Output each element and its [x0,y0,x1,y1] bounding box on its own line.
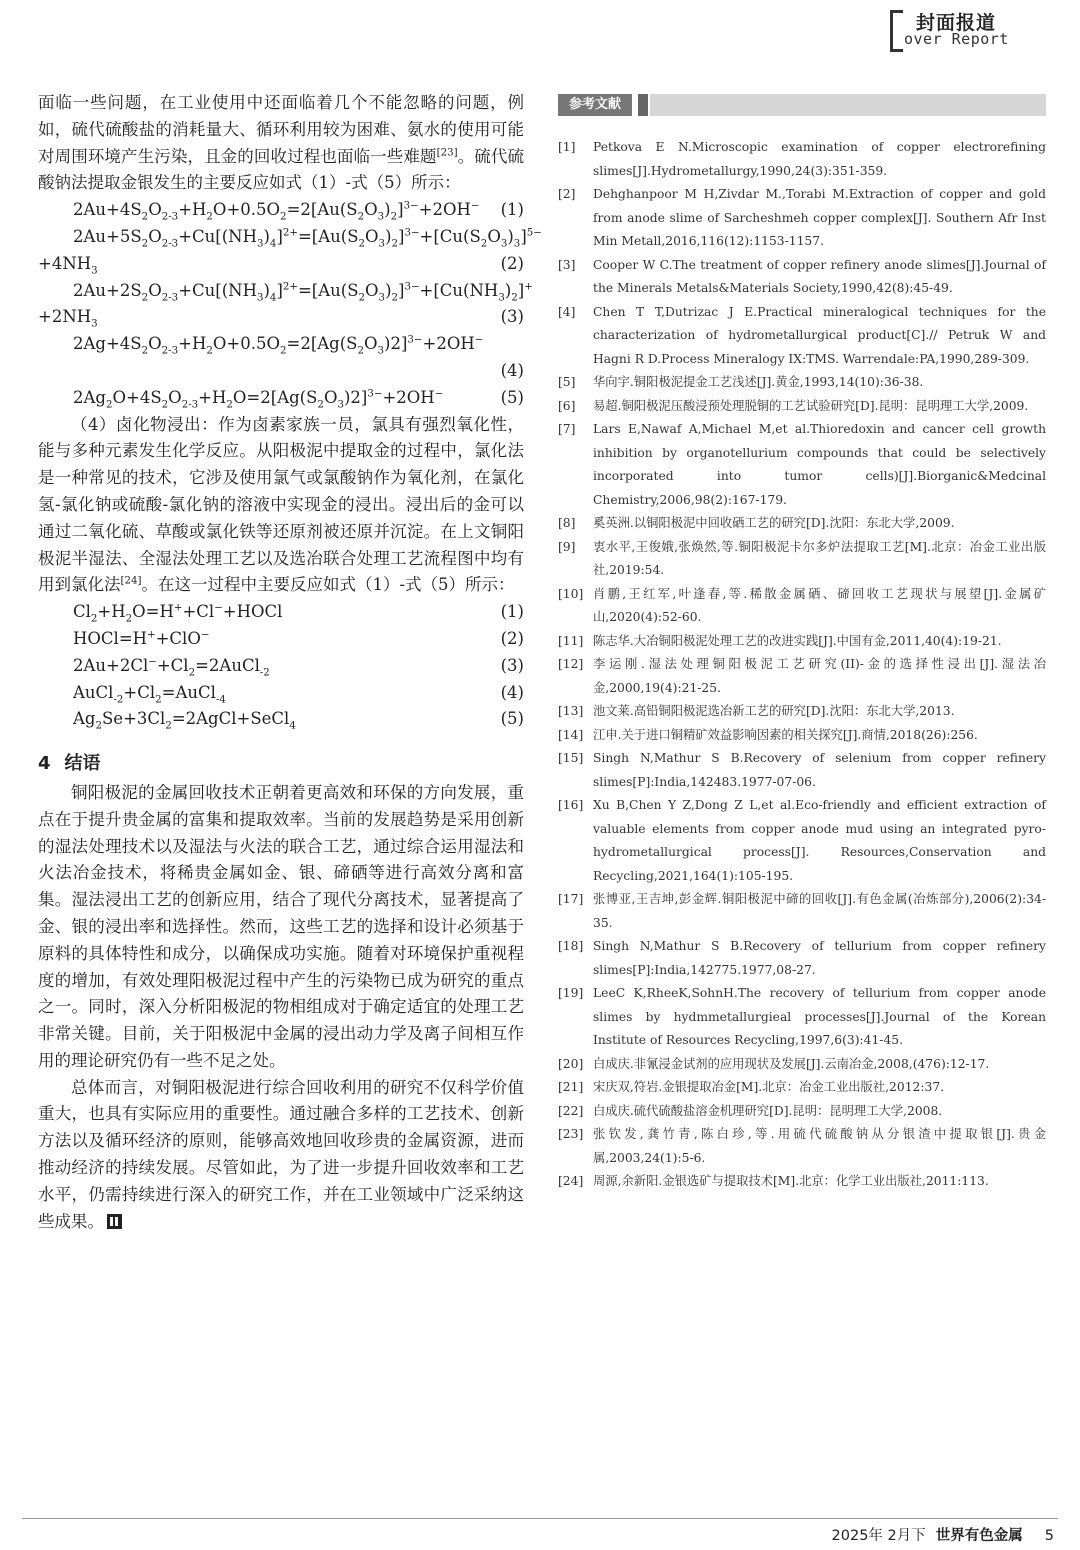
reference-text: 张钦发,龚竹青,陈白珍,等.用硫代硫酸钠从分银渣中提取银[J].贵金属,2003,24(1):5-6. [593,1127,1046,1165]
reference-number: [2] [558,187,576,201]
equation-number: (3) [500,655,524,675]
reference-text: 白成庆.非氰浸金试剂的应用现状及发展[J].云南冶金,2008,(476):12-17. [593,1056,990,1071]
reference-item [558,700,1046,724]
reference-text: Dehghanpoor M H,Zivdar M.,Torabi M.Extraction of copper and gold from anode slime of Sarcheshmeh copper complex[J]. Southern Afr Inst Min Metall,2016,116(12):1153-1157. [593,187,1046,248]
citation: [24] [120,575,142,587]
cover-report-logo [890,8,1046,50]
reference-item [558,183,1046,254]
equation-number: (4) [500,360,524,380]
equation-number: (2) [500,628,524,648]
reference-item [558,724,1046,748]
reference-number: [24] [558,1174,584,1188]
equation: $Cl_2+H_2O=H^++Cl^-+HOCl$ (1) [38,599,524,626]
reference-number: [11] [558,633,584,648]
reference-item [558,794,1046,888]
issue-date: 2025年 2月下 [831,1528,926,1544]
reference-text: 周源,余新阳.金银选矿与提取技术[M].北京：化学工业出版社,2011:113. [593,1174,989,1188]
reference-text: 华向宇.铜阳极泥提金工艺浅述[J].黄金,1993,14(10):36-38. [593,375,924,389]
paragraph-conclusion-1: 铜阳极泥的金属回收技术正朝着更高效和环保的方向发展，重点在于提升贵金属的富集和提取效率。当前的发展趋势是采用创新的湿法处理技术以及湿法与火法的联合工艺，通过综合运用湿法和火法冶金技术，将稀贵金属如金、银、碲硒等进行高效分离和富集。湿法浸出工艺的创新应用，结合了现代分离技术，显著提高了金、银的浸出率和选择性。然而，这些工艺的选择和设计必须基于原料的具体特性和成分，以确保成功实施。随着对环境保护重视程度的增加，有效处理阳极泥过程中产生的污染物已成为研究的重点之一。同时，深入分析阳极泥的物相组成对于确定适宜的处理工艺非常关键。目前，关于阳极泥中金属的浸出动力学及离子间相互作用的理论研究仍有一些不足之处。 [38,782,524,1070]
reference-number: [7] [558,422,576,436]
reference-item [558,254,1046,301]
equation-number: (1) [500,200,524,220]
page-footer [832,1524,1054,1545]
equation-number: (3) [500,307,524,327]
reference-item [558,1123,1046,1170]
reference-item [558,418,1046,512]
reference-text: 衷水平,王俊娥,张焕然,等.铜阳极泥卡尔多炉法提取工艺[M].北京：冶金工业出版社,2019:54. [593,539,1046,577]
reference-number: [6] [558,398,576,413]
equation: $AuCl_{-2}+Cl_2=AuCl_{-4}$ (4) [38,680,524,707]
reference-number: [8] [558,516,576,530]
reference-text: Singh N,Mathur S B.Recovery of tellurium from copper refinery slimes[P]:India,142775.1977,08-27. [593,939,1046,977]
reference-text: Cooper W C.The treatment of copper refinery anode slimes[J].Journal of the Minerals Metals&Materials Society,1990,42(8):45-49. [593,257,1046,295]
page-number: 5 [1044,1528,1054,1544]
reference-text: LeeC K,RheeK,SohnH.The recovery of tellurium from copper anode slimes by hydmmetallurgieal processes[J].Journal of the Korean Institute of Resources Recycling,1997,6(3):41-45. [593,986,1046,1047]
reference-text: 奚英洲.以铜阳极泥中回收硒工艺的研究[D].沈阳：东北大学,2009. [593,516,955,530]
reference-item [558,653,1046,700]
equation-number: (5) [500,709,524,729]
logo-chinese: 封面报道 [916,12,997,34]
reference-item [558,371,1046,395]
reference-number: [4] [558,304,576,319]
reference-item [558,747,1046,794]
reference-number: [21] [558,1080,584,1094]
equation-continuation [38,358,524,385]
reference-number: [10] [558,586,584,601]
reference-text: Chen T T,Dutrizac J E.Practical mineralogical techniques for the characterization of hydrometallurgical product[C].// Petruk W and Hagni R D.Process Mineralogy IX:TMS. Warrendale:PA,1990,289-309. [593,304,1046,366]
reference-number: [5] [558,375,576,389]
equation-number: (2) [500,253,524,273]
reference-number: [12] [558,657,584,671]
logo-english: over Report [904,30,1009,48]
reference-number: [14] [558,727,584,742]
end-mark-icon [107,1214,122,1229]
equation-continuation: $+4NH_3$ (2) [38,251,524,278]
reference-text: 宋庆双,符岩.金银提取冶金[M].北京：冶金工业出版社,2012:37. [593,1080,945,1094]
reference-item [558,1053,1046,1077]
reference-number: [23] [558,1127,584,1141]
references-label: 参考文献 [558,94,632,116]
equation: $2Au+5S_2O_{2-3}+Cu[(NH_3)_4]^{2+}=[Au(S_2O_3)_2]^{3-}+[Cu(S_2O_3)_3]^{5-}$ [73,226,542,250]
equation-number: (5) [500,387,524,407]
reference-text: 白成庆.硫代硫酸盐溶金机理研究[D].昆明：昆明理工大学,2008. [593,1103,943,1118]
header-bar-accent [638,94,648,116]
equation: $2Ag_2O+4S_2O_{2-3}+H_2O=2[Ag(S_2O_3)2]^{3-}+2OH^-$ (5) [38,385,524,412]
reference-text: 池文莱.高铅铜阳极泥选冶新工艺的研究[D].沈阳：东北大学,2013. [593,704,955,718]
left-column [38,90,542,1235]
reference-item [558,395,1046,419]
reference-item [558,1100,1046,1124]
equation: $2Ag+4S_2O_{2-3}+H_2O+0.5O_2=2[Ag(S_2O_3)2]^{3-}+2OH^-$ [73,334,484,357]
magazine-name: 世界有色金属 [935,1528,1023,1544]
reference-item [558,1076,1046,1100]
reference-item [558,536,1046,583]
equation: $2Au+4S_2O_{2-3}+H_2O+0.5O_2=2[Au(S_2O_3)_2]^{3-}+2OH^-$ (1) [38,197,524,224]
equation: $2Au+2Cl^-+Cl_2=2AuCl_{-2}$ (3) [38,653,524,680]
reference-number: [13] [558,704,584,718]
reference-number: [9] [558,539,576,554]
reference-text: 易超.铜阳极泥压酸浸预处理脱铜的工艺试验研究[D].昆明：昆明理工大学,2009. [593,398,1029,413]
reference-item [558,136,1046,183]
equation: HOCl=H++ClO− (2) [38,626,524,653]
reference-number: [15] [558,751,584,765]
reference-item [558,512,1046,536]
reference-item [558,935,1046,982]
reference-number: [20] [558,1056,584,1071]
reference-item [558,982,1046,1053]
reference-number: [17] [558,892,584,906]
reference-text: 陈志华.大冶铜阳极泥处理工艺的改进实践[J].中国有金,2011,40(4):19-21. [593,633,1002,648]
equation: $Ag_2Se+3Cl_2=2AgCl+SeCl_4$ (5) [38,706,524,733]
paragraph-thiosulfate: 面临一些问题，在工业使用中还面临着几个不能忽略的问题，例如，硫代硫酸盐的消耗量大、循环利用较为困难、氨水的使用可能对周围环境产生污染，且金的回收过程也面临一些难题[23]。硫代硫酸钠法提取金银发生的主要反应如式（1）-式（5）所示： [38,93,525,193]
paragraph-conclusion-2: 总体而言，对铜阳极泥进行综合回收利用的研究不仅科学价值重大，也具有实际应用的重要性。通过融合多样的工艺技术、创新方法以及循环经济的原则，能够高效地回收珍贵的金属资源，进而推动经济的持续发展。尽管如此，为了进一步提升回收效率和工艺水平，仍需持续进行深入的研究工作，并在工业领域中广泛采纳这些成果。 [38,1077,524,1231]
reference-number: [22] [558,1103,584,1118]
reference-text: Xu B,Chen Y Z,Dong Z L,et al.Eco-friendly and efficient extraction of valuable elements from copper anode mud using an integrated pyro-hydrometallurgical process[J]. Resources,Conservation and Recycling,2021,164(1):105-195. [593,798,1046,883]
references-header [558,94,1046,116]
reference-number: [18] [558,939,584,953]
reference-text: Singh N,Mathur S B.Recovery of selenium from copper refinery slimes[P]:India,142483.1977-07-06. [593,751,1046,789]
reference-text: Petkova E N.Microscopic examination of copper electrorefining slimes[J].Hydrometallurgy,1990,24(3):351-359. [593,140,1046,178]
reference-item [558,583,1046,630]
paragraph-halide: （4）卤化物浸出：作为卤素家族一员，氯具有强烈氧化性，能与多种元素发生化学反应。从阳极泥中提取金的过程中，氯化法是一种常见的技术，它涉及使用氯气或氯酸钠作为氧化剂，在氯化氢-氯化钠或硫酸-氯化钠的溶液中实现金的浸出。浸出后的金可以通过二氧化硫、草酸或氯化铁等还原剂被还原并沉淀。在上文铜阳极泥半湿法、全湿法处理工艺以及选冶联合处理工艺流程图中均有用到氯化法[24]。在这一过程中主要反应如式（1）-式（5）所示： [38,414,524,595]
reference-number: [16] [558,798,584,812]
reference-list [558,136,1046,1194]
reference-text: 李运刚.湿法处理铜阳极泥工艺研究(II)-金的选择性浸出[J].湿法冶金,2000,19(4):21-25. [593,657,1046,695]
equation: $2Au+2S_2O_{2-3}+Cu[(NH_3)_4]^{2+}=[Au(S_2O_3)_2]^{3-}+[Cu(NH_3)_2]^+$ [73,280,533,303]
equation-number: (1) [500,602,524,622]
reference-item [558,301,1046,372]
reference-number: [1] [558,140,576,154]
logo-c-shape [890,10,903,52]
reference-item [558,1170,1046,1194]
reference-text: 张博亚,王吉坤,彭金辉.铜阳极泥中碲的回收[J].有色金属(冶炼部分),2006(2):34-35. [593,892,1046,930]
reference-text: 江申.关于进口铜精矿效益影响因素的相关探究[J].商情,2018(26):256. [593,727,978,742]
reference-number: [19] [558,986,584,1000]
equation-group-chlorination [38,599,524,733]
equation-continuation: $+2NH_3$ (3) [38,304,524,331]
citation: [23] [436,147,458,159]
equation-number: (4) [500,682,524,702]
reference-item [558,630,1046,654]
equation-group-thiosulfate [38,197,542,411]
reference-text: 肖鹏,王红军,叶逢春,等.稀散金属硒、碲回收工艺现状与展望[J].金属矿山,2020(4):52-60. [593,586,1046,624]
header-bar [650,94,1046,116]
reference-item [558,888,1046,935]
reference-number: [3] [558,257,576,272]
footer-divider [22,1518,1058,1519]
reference-text: Lars E,Nawaf A,Michael M,et al.Thioredoxin and cancer cell growth inhibition by organotellurium compounds that could be selectively incorporated into tumor cells)[J].Biorganic&Medcinal Chemistry,2006,98(2):167-179. [593,422,1046,507]
section-heading: 4 结语 [38,753,101,775]
